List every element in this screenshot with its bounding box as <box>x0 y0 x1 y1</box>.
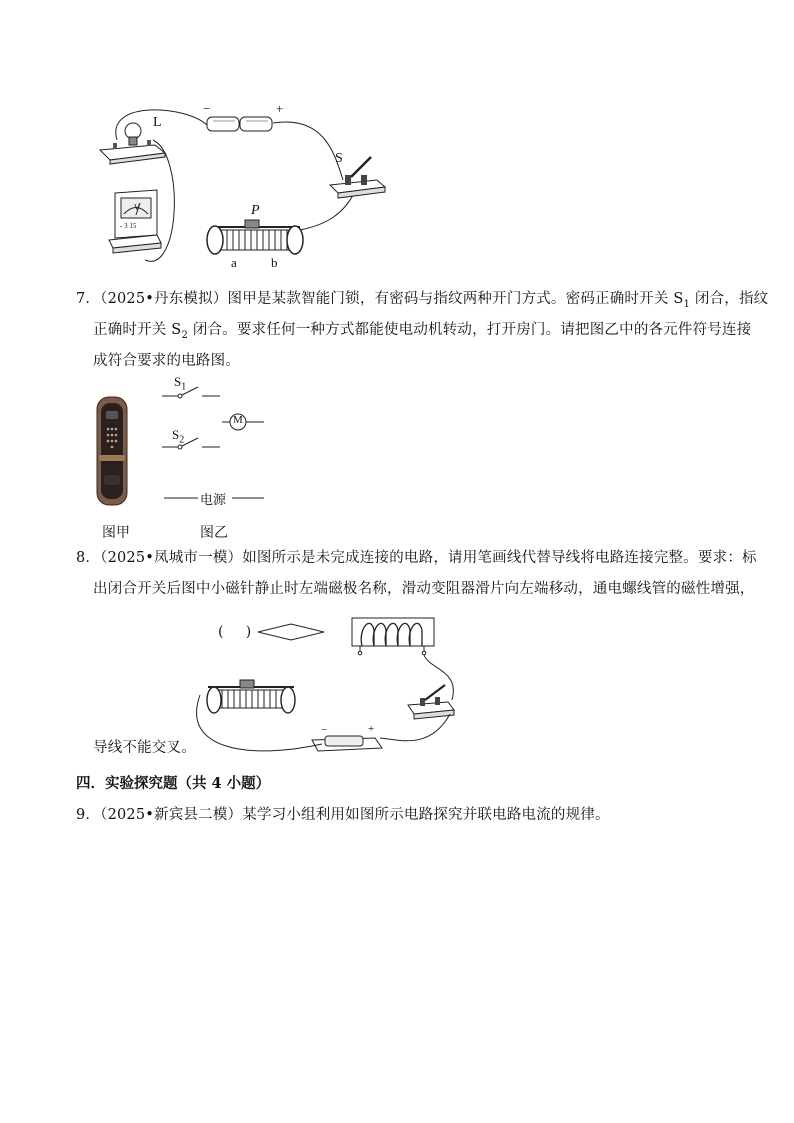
q8-line-2: 出闭合开关后图中小磁针静止时左端磁极名称，滑动变阻器滑片向左端移动，通电螺线管的磁性增强， <box>93 581 755 597</box>
slider-label: P <box>251 203 260 218</box>
s2-label: $S_2$ <box>172 427 185 446</box>
q7-schematic <box>160 372 280 512</box>
section-4-title: 四．实验探究题（共 4 小题） <box>76 775 271 792</box>
battery-minus-label: − <box>203 101 211 116</box>
lamp-label: L <box>153 115 162 130</box>
battery-plus-label: + <box>368 723 375 735</box>
battery-plus-label: + <box>276 101 284 116</box>
q7-line-1: 7．（2025•丹东模拟）图甲是某款智能门锁，有密码与指纹两种开门方式。密码正确时开关 $S_1$ 闭合，指纹 <box>76 291 769 310</box>
q7-line-3: 成符合要求的电路图。 <box>93 353 240 369</box>
voltmeter-symbol: V <box>134 203 140 212</box>
q9-line-1: 9．（2025•新宾县二模）某学习小组利用如图所示电路探究并联电路电流的规律。 <box>76 807 610 823</box>
compass-pole-bracket: ( ) <box>218 624 252 640</box>
battery-minus-label: − <box>321 724 328 736</box>
terminal-b-label: b <box>271 255 278 270</box>
caption-figure-b: 图乙 <box>200 525 228 541</box>
caption-figure-a: 图甲 <box>102 525 130 541</box>
power-source-label: 电源 <box>200 493 227 508</box>
smart-lock-drawing <box>92 395 132 507</box>
q7-line-2: 正确时开关 $S_2$ 闭合。要求任何一种方式都能使电动机转动，打开房门。请把图乙中的各元件符号连接 <box>93 322 752 341</box>
smart-lock-image <box>92 395 132 507</box>
motor-label: M <box>233 414 243 426</box>
q6-circuit-figure <box>95 95 395 275</box>
terminal-a-label: a <box>231 255 237 270</box>
q6-circuit-drawing <box>95 95 395 275</box>
q8-circuit-figure <box>190 610 470 760</box>
q8-line-1: 8．（2025•凤城市一模）如图所示是未完成连接的电路，请用笔画线代替导线将电路连接完整。要求：标 <box>76 550 757 566</box>
switch-label: S <box>335 151 343 166</box>
s1-label: $S_1$ <box>174 374 187 393</box>
q8-line-3: 导线不能交叉。 <box>93 740 196 756</box>
voltmeter-terminals: - 3 15 <box>120 222 137 230</box>
